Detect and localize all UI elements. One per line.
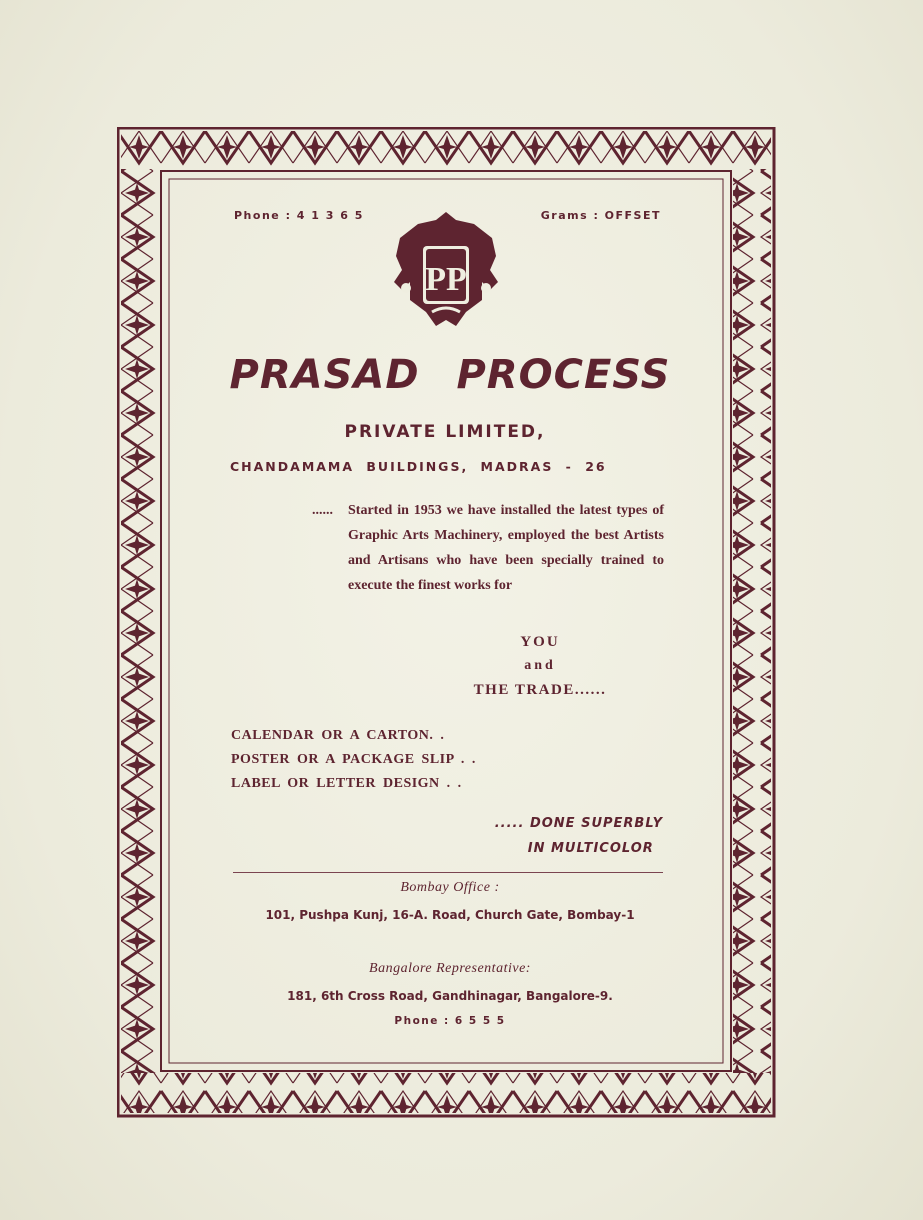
- intro-text: Started in 1953 we have installed the latest types of Graphic Arts Machinery, employed the best Artists and Artisans who have been specially trained to execute the finest works for: [348, 503, 664, 593]
- done-superbly: [495, 811, 663, 861]
- tagline: [440, 634, 640, 699]
- company-address: CHANDAMAMA BUILDINGS, MADRAS - 26: [230, 459, 607, 474]
- intro-paragraph: [312, 498, 664, 598]
- divider: [233, 872, 663, 873]
- product-line: LABEL OR LETTER DESIGN . .: [231, 776, 462, 791]
- done-line-1: ..... DONE SUPERBLY: [494, 816, 663, 831]
- company-name: PRASAD PROCESS: [229, 352, 671, 398]
- phone-number: Phone : 4 1 3 6 5: [234, 209, 364, 222]
- bangalore-phone: Phone : 6 5 5 5: [394, 1015, 506, 1027]
- bombay-office-address: 101, Pushpa Kunj, 16-A. Road, Church Gate, Bombay-1: [265, 908, 635, 922]
- tagline-and: and: [524, 658, 556, 673]
- product-list: [231, 724, 476, 796]
- company-subtitle: PRIVATE LIMITED,: [344, 422, 546, 442]
- telegram-address: Grams : OFFSET: [540, 209, 661, 222]
- bombay-office-heading: Bombay Office :: [400, 880, 500, 895]
- intro-lead-dots: ......: [312, 503, 333, 518]
- tagline-you: YOU: [520, 634, 560, 650]
- company-logo: [386, 208, 506, 332]
- done-line-2: IN MULTICOLOR: [527, 841, 654, 856]
- bangalore-address: 181, 6th Cross Road, Gandhinagar, Bangalore-9.: [287, 989, 613, 1003]
- tagline-trade: THE TRADE......: [473, 682, 607, 698]
- product-line: POSTER OR A PACKAGE SLIP . .: [231, 752, 476, 767]
- product-line: CALENDAR OR A CARTON. .: [231, 728, 445, 743]
- bangalore-heading: Bangalore Representative:: [369, 961, 531, 976]
- logo-monogram: PP: [425, 261, 467, 298]
